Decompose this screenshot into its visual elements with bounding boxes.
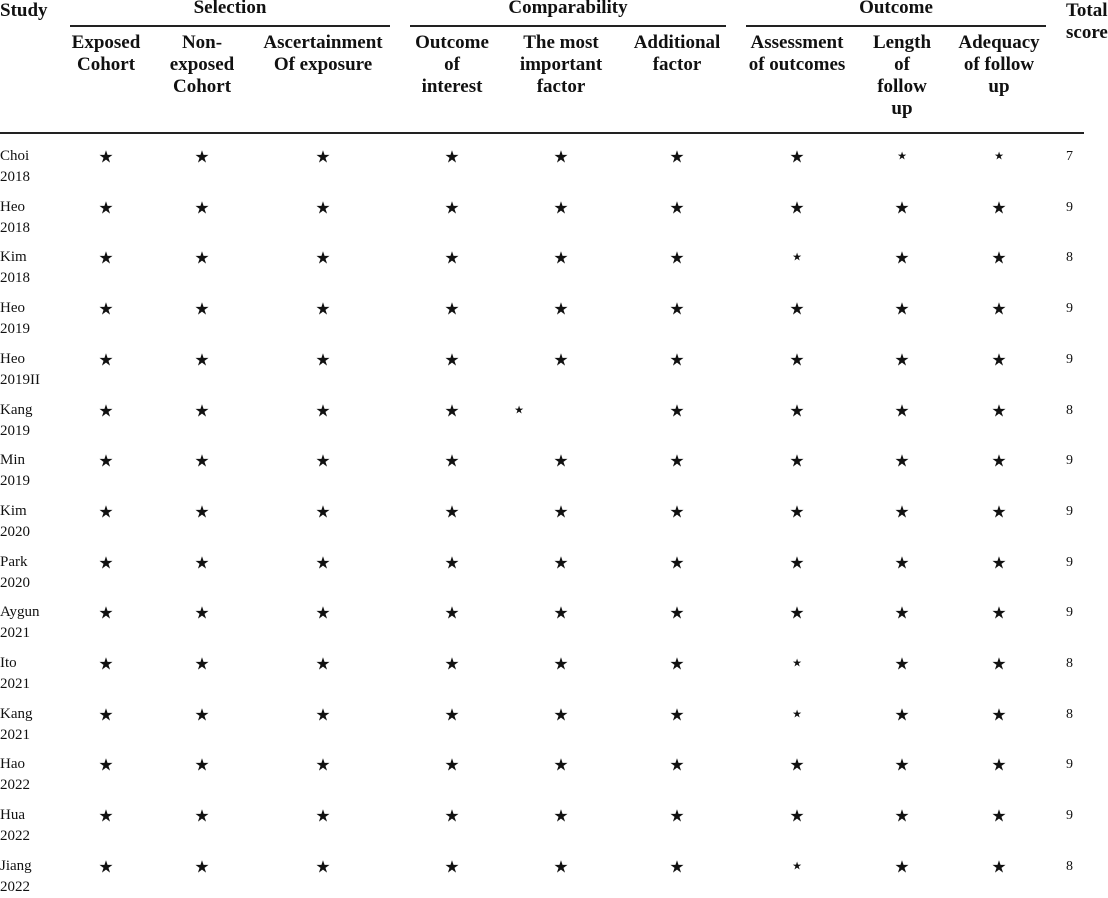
group-header-selection: Selection xyxy=(193,0,267,18)
star-icon: ★ xyxy=(315,654,331,674)
star-icon: ★ xyxy=(669,553,685,573)
column-header-2: Non- exposed Cohort xyxy=(169,32,235,97)
star-icon: ★ xyxy=(194,705,210,725)
study-cell: Hao 2022 xyxy=(0,756,30,794)
star-icon: ★ xyxy=(194,401,210,420)
star-icon: ★ xyxy=(894,806,910,826)
star-icon: ★ xyxy=(669,248,685,268)
star-icon: ★ xyxy=(991,248,1007,268)
column-header-6: Additional factor xyxy=(633,32,721,75)
star-icon: ★ xyxy=(894,755,910,775)
star-icon: ★ xyxy=(792,251,802,264)
star-icon: ★ xyxy=(792,657,802,670)
star-icon: ★ xyxy=(991,502,1007,522)
column-header-5: The most important factor xyxy=(519,32,603,97)
star-icon: ★ xyxy=(98,401,114,420)
star-icon: ★ xyxy=(98,755,114,775)
column-header-4: Outcome of interest xyxy=(415,32,489,97)
star-icon: ★ xyxy=(444,755,460,775)
star-icon: ★ xyxy=(792,860,802,873)
star-icon: ★ xyxy=(894,198,910,218)
star-icon: ★ xyxy=(98,705,114,725)
star-icon: ★ xyxy=(194,502,210,522)
star-icon: ★ xyxy=(98,806,114,826)
study-cell: Heo 2019II xyxy=(0,350,40,388)
star-icon: ★ xyxy=(894,857,910,877)
study-cell: Park 2020 xyxy=(0,553,30,591)
star-icon: ★ xyxy=(315,603,331,623)
total-score-cell: 8 xyxy=(1066,402,1073,418)
star-icon: ★ xyxy=(514,404,524,416)
star-icon: ★ xyxy=(553,350,569,370)
total-score-cell: 8 xyxy=(1066,250,1073,266)
column-header-7: Assessment of outcomes xyxy=(748,32,846,75)
star-icon: ★ xyxy=(98,502,114,522)
star-icon: ★ xyxy=(98,553,114,573)
star-icon: ★ xyxy=(98,248,114,268)
star-icon: ★ xyxy=(669,350,685,370)
star-icon: ★ xyxy=(894,553,910,573)
star-icon: ★ xyxy=(894,451,910,471)
star-icon: ★ xyxy=(669,705,685,725)
study-cell: Kang 2021 xyxy=(0,705,33,743)
header-bottom-rule xyxy=(0,132,1084,134)
total-score-cell: 8 xyxy=(1066,706,1073,722)
star-icon: ★ xyxy=(315,857,331,877)
star-icon: ★ xyxy=(98,350,114,370)
star-icon: ★ xyxy=(789,502,805,522)
star-icon: ★ xyxy=(991,553,1007,573)
star-icon: ★ xyxy=(194,248,210,268)
total-score-cell: 9 xyxy=(1066,757,1073,773)
star-icon: ★ xyxy=(789,806,805,826)
star-icon: ★ xyxy=(194,755,210,775)
star-icon: ★ xyxy=(98,654,114,674)
star-icon: ★ xyxy=(553,502,569,522)
star-icon: ★ xyxy=(669,755,685,775)
star-icon: ★ xyxy=(991,299,1007,319)
star-icon: ★ xyxy=(897,150,907,163)
total-score-cell: 8 xyxy=(1066,656,1073,671)
star-icon: ★ xyxy=(789,147,805,167)
star-icon: ★ xyxy=(994,150,1004,163)
total-score-cell: 9 xyxy=(1066,453,1073,469)
star-icon: ★ xyxy=(789,451,805,471)
star-icon: ★ xyxy=(669,502,685,522)
star-icon: ★ xyxy=(894,654,910,674)
star-icon: ★ xyxy=(444,248,460,268)
total-score-header: Total score xyxy=(1066,0,1108,43)
star-icon: ★ xyxy=(553,299,569,319)
star-icon: ★ xyxy=(444,198,460,218)
star-icon: ★ xyxy=(98,198,114,218)
study-cell: Heo 2018 xyxy=(0,198,30,236)
selection-group-rule xyxy=(70,25,390,27)
star-icon: ★ xyxy=(98,451,114,471)
star-icon: ★ xyxy=(194,553,210,573)
total-score-cell: 9 xyxy=(1066,554,1073,570)
star-icon: ★ xyxy=(669,401,685,420)
star-icon: ★ xyxy=(315,401,331,420)
star-icon: ★ xyxy=(553,857,569,877)
total-score-cell: 9 xyxy=(1066,605,1073,621)
column-header-8: Length of follow up xyxy=(872,32,932,119)
star-icon: ★ xyxy=(553,654,569,674)
star-icon: ★ xyxy=(194,654,210,674)
star-icon: ★ xyxy=(991,857,1007,877)
star-icon: ★ xyxy=(669,299,685,319)
star-icon: ★ xyxy=(789,350,805,370)
star-icon: ★ xyxy=(98,857,114,877)
star-icon: ★ xyxy=(789,299,805,319)
star-icon: ★ xyxy=(789,755,805,775)
star-icon: ★ xyxy=(444,654,460,674)
star-icon: ★ xyxy=(444,857,460,877)
study-cell: Aygun 2021 xyxy=(0,604,40,642)
star-icon: ★ xyxy=(991,401,1007,420)
star-icon: ★ xyxy=(444,553,460,573)
total-score-cell: 9 xyxy=(1066,503,1073,519)
star-icon: ★ xyxy=(315,350,331,370)
star-icon: ★ xyxy=(553,603,569,623)
star-icon: ★ xyxy=(553,198,569,218)
star-icon: ★ xyxy=(894,705,910,725)
study-cell: Ito 2021 xyxy=(0,655,30,692)
star-icon: ★ xyxy=(553,755,569,775)
star-icon: ★ xyxy=(444,401,460,420)
star-icon: ★ xyxy=(991,654,1007,674)
star-icon: ★ xyxy=(669,857,685,877)
star-icon: ★ xyxy=(194,147,210,167)
star-icon: ★ xyxy=(444,603,460,623)
study-cell: Heo 2019 xyxy=(0,300,30,338)
star-icon: ★ xyxy=(894,299,910,319)
star-icon: ★ xyxy=(669,147,685,167)
star-icon: ★ xyxy=(669,198,685,218)
star-icon: ★ xyxy=(194,350,210,370)
star-icon: ★ xyxy=(98,147,114,167)
study-cell: Min 2019 xyxy=(0,452,30,490)
study-column-header: Study xyxy=(0,0,48,21)
star-icon: ★ xyxy=(194,603,210,623)
total-score-cell: 9 xyxy=(1066,199,1073,215)
star-icon: ★ xyxy=(894,350,910,370)
star-icon: ★ xyxy=(553,451,569,471)
star-icon: ★ xyxy=(315,502,331,522)
star-icon: ★ xyxy=(991,705,1007,725)
comparability-group-rule xyxy=(410,25,726,27)
star-icon: ★ xyxy=(315,198,331,218)
star-icon: ★ xyxy=(194,198,210,218)
star-icon: ★ xyxy=(991,755,1007,775)
star-icon: ★ xyxy=(315,147,331,167)
star-icon: ★ xyxy=(669,603,685,623)
total-score-cell: 8 xyxy=(1066,858,1073,874)
star-icon: ★ xyxy=(444,806,460,826)
star-icon: ★ xyxy=(669,806,685,826)
star-icon: ★ xyxy=(669,654,685,674)
star-icon: ★ xyxy=(991,603,1007,623)
star-icon: ★ xyxy=(444,451,460,471)
star-icon: ★ xyxy=(894,603,910,623)
study-cell: Choi 2018 xyxy=(0,148,30,185)
star-icon: ★ xyxy=(315,705,331,725)
star-icon: ★ xyxy=(315,248,331,268)
star-icon: ★ xyxy=(444,147,460,167)
star-icon: ★ xyxy=(553,248,569,268)
star-icon: ★ xyxy=(315,553,331,573)
star-icon: ★ xyxy=(444,705,460,725)
total-score-cell: 9 xyxy=(1066,301,1073,317)
star-icon: ★ xyxy=(789,198,805,218)
star-icon: ★ xyxy=(315,806,331,826)
star-icon: ★ xyxy=(98,299,114,319)
star-icon: ★ xyxy=(669,451,685,471)
star-icon: ★ xyxy=(194,451,210,471)
star-icon: ★ xyxy=(789,401,805,420)
star-icon: ★ xyxy=(98,603,114,623)
star-icon: ★ xyxy=(894,401,910,420)
star-icon: ★ xyxy=(894,502,910,522)
star-icon: ★ xyxy=(991,198,1007,218)
group-header-comparability: Comparability xyxy=(508,0,628,18)
column-header-9: Adequacy of follow up xyxy=(958,32,1040,97)
star-icon: ★ xyxy=(789,603,805,623)
study-cell: Kim 2020 xyxy=(0,502,30,540)
group-header-outcome: Outcome xyxy=(859,0,933,18)
study-cell: Kang 2019 xyxy=(0,401,33,439)
total-score-cell: 7 xyxy=(1066,149,1073,164)
star-icon: ★ xyxy=(315,299,331,319)
column-header-1: Exposed Cohort xyxy=(71,32,141,75)
star-icon: ★ xyxy=(194,857,210,877)
study-cell: Jiang 2022 xyxy=(0,857,32,895)
star-icon: ★ xyxy=(553,806,569,826)
star-icon: ★ xyxy=(553,147,569,167)
star-icon: ★ xyxy=(194,299,210,319)
total-score-cell: 9 xyxy=(1066,351,1073,367)
study-cell: Kim 2018 xyxy=(0,249,30,287)
star-icon: ★ xyxy=(553,705,569,725)
star-icon: ★ xyxy=(789,553,805,573)
star-icon: ★ xyxy=(991,451,1007,471)
outcome-group-rule xyxy=(746,25,1046,27)
star-icon: ★ xyxy=(444,350,460,370)
column-header-3: Ascertainment Of exposure xyxy=(263,32,383,75)
star-icon: ★ xyxy=(315,755,331,775)
star-icon: ★ xyxy=(553,553,569,573)
star-icon: ★ xyxy=(444,299,460,319)
star-icon: ★ xyxy=(315,451,331,471)
star-icon: ★ xyxy=(444,502,460,522)
star-icon: ★ xyxy=(991,350,1007,370)
star-icon: ★ xyxy=(792,708,802,721)
study-cell: Hua 2022 xyxy=(0,807,30,845)
star-icon: ★ xyxy=(194,806,210,826)
total-score-cell: 9 xyxy=(1066,808,1073,824)
star-icon: ★ xyxy=(991,806,1007,826)
star-icon: ★ xyxy=(894,248,910,268)
